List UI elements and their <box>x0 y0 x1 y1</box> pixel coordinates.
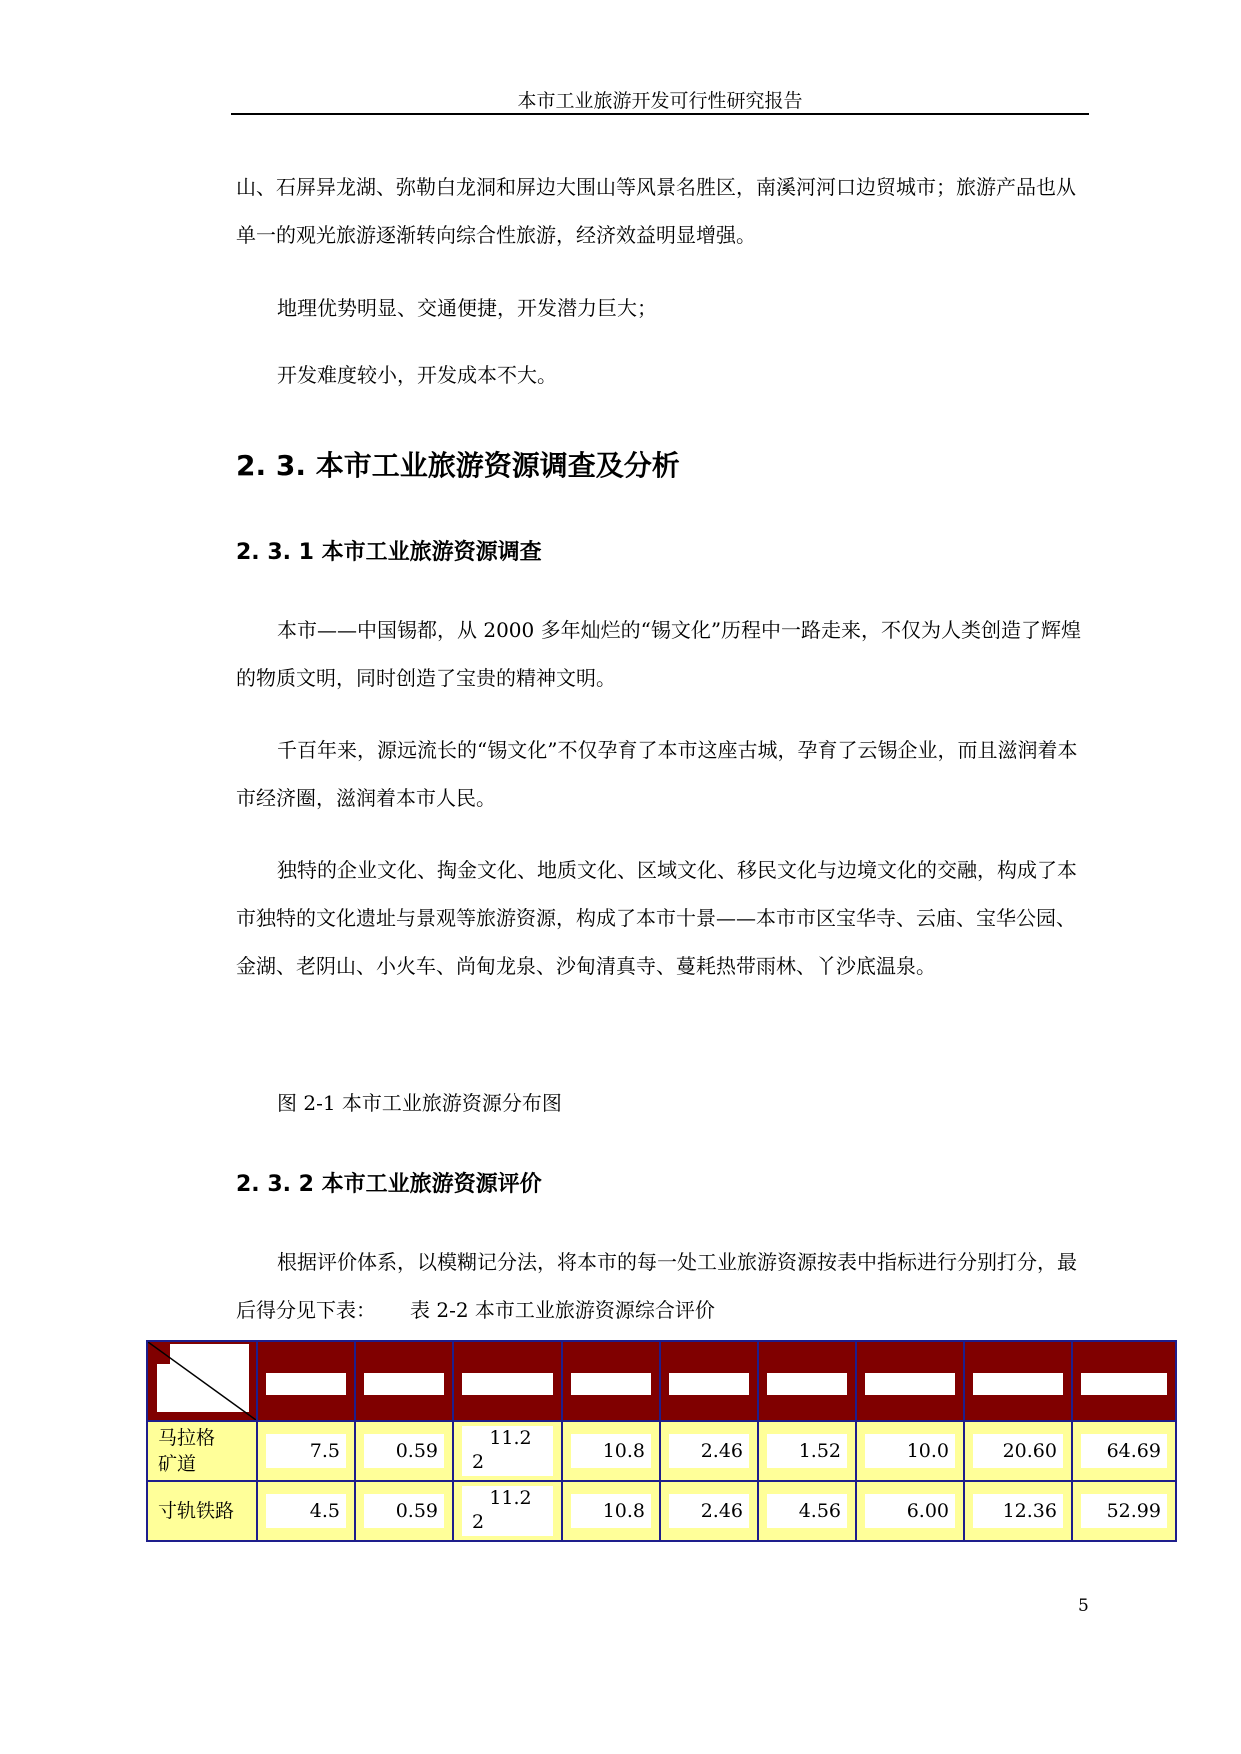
diagonal-line <box>148 1342 256 1420</box>
table-corner-cell <box>147 1341 257 1421</box>
table-row <box>147 1481 1176 1541</box>
paragraph-location-advantage: 地理优势明显、交通便捷，开发潜力巨大； <box>277 296 657 320</box>
table-cell: 1.52 <box>758 1421 856 1481</box>
table-row <box>147 1421 1176 1481</box>
table-cell: 64.69 <box>1072 1421 1176 1481</box>
paragraph-evaluation-text: 根据评价体系，以模糊记分法，将本市的每一处工业旅游资源按表中指标进行分别打分，最后得分见下表： <box>236 1250 1077 1322</box>
table-header-cell <box>562 1341 660 1421</box>
table-cell: 52.99 <box>1072 1481 1176 1541</box>
table-header-cell <box>257 1341 355 1421</box>
evaluation-table <box>146 1340 1177 1542</box>
running-header: 本市工业旅游开发可行性研究报告 <box>517 90 803 112</box>
table-cell: 4.5 <box>257 1481 355 1541</box>
table-cell: 10.8 <box>562 1421 660 1481</box>
table-cell: 2.46 <box>660 1421 758 1481</box>
table-cell: 11.2 2 <box>453 1481 562 1541</box>
row-label: 马拉格 矿道 <box>147 1421 257 1481</box>
table-cell: 0.59 <box>355 1421 453 1481</box>
table-caption: 表 2-2 本市工业旅游资源综合评价 <box>410 1298 715 1322</box>
table-cell: 2.46 <box>660 1481 758 1541</box>
paragraph-ten-scenes: 独特的企业文化、掏金文化、地质文化、区域文化、移民文化与边境文化的交融，构成了本市独特的文化遗址与景观等旅游资源，构成了本市十景——本市市区宝华寺、云庙、宝华公园、金湖、老阴山、小火车、尚甸龙泉、沙甸清真寺、蔓耗热带雨林、丫沙底温泉。 <box>236 858 1077 978</box>
paragraph-evaluation-method <box>236 1238 1094 1334</box>
table-header-cell <box>964 1341 1072 1421</box>
heading-section-2-3: 2. 3. 本市工业旅游资源调查及分析 <box>236 449 680 482</box>
header-rule <box>231 113 1089 115</box>
paragraph-tin-culture: 千百年来，源远流长的“锡文化”不仅孕育了本市这座古城，孕育了云锡企业，而且滋润着本市经济圈，滋润着本市人民。 <box>236 738 1078 810</box>
paragraph-tourism-spots: 山、石屏异龙湖、弥勒白龙洞和屏边大围山等风景名胜区，南溪河河口边贸城市；旅游产品也从单一的观光旅游逐渐转向综合性旅游，经济效益明显增强。 <box>236 175 1076 247</box>
table-cell: 20.60 <box>964 1421 1072 1481</box>
table-header-cell <box>758 1341 856 1421</box>
figure-caption: 图 2-1 本市工业旅游资源分布图 <box>277 1091 562 1115</box>
table-cell: 10.0 <box>856 1421 964 1481</box>
row-label: 寸轨铁路 <box>147 1481 257 1541</box>
paragraph-low-cost: 开发难度较小，开发成本不大。 <box>277 363 557 387</box>
table-cell: 10.8 <box>562 1481 660 1541</box>
heading-section-2-3-1: 2. 3. 1 本市工业旅游资源调查 <box>236 540 542 565</box>
table-cell: 7.5 <box>257 1421 355 1481</box>
table-header-row <box>147 1341 1176 1421</box>
table-header-cell <box>453 1341 562 1421</box>
table-header-cell <box>856 1341 964 1421</box>
page-number: 5 <box>1078 1596 1089 1616</box>
table-cell: 11.2 2 <box>453 1421 562 1481</box>
table-cell: 6.00 <box>856 1481 964 1541</box>
paragraph-tin-capital: 本市——中国锡都，从 2000 多年灿烂的“锡文化”历程中一路走来，不仅为人类创造了辉煌的物质文明，同时创造了宝贵的精神文明。 <box>236 618 1082 690</box>
table-cell: 4.56 <box>758 1481 856 1541</box>
table-header-cell <box>355 1341 453 1421</box>
table-cell: 0.59 <box>355 1481 453 1541</box>
table-header-cell <box>660 1341 758 1421</box>
table-cell: 12.36 <box>964 1481 1072 1541</box>
heading-section-2-3-2: 2. 3. 2 本市工业旅游资源评价 <box>236 1172 542 1197</box>
table-header-cell <box>1072 1341 1176 1421</box>
